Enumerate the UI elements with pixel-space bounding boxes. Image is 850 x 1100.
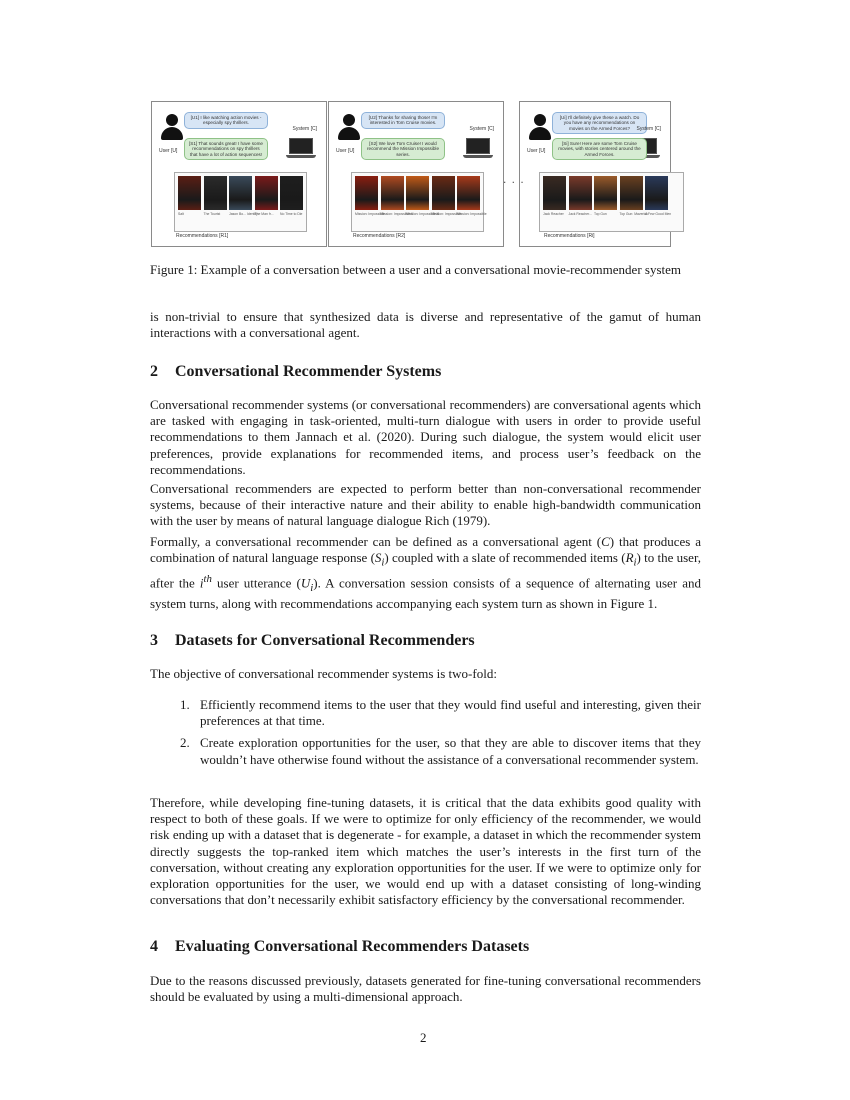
list-item: 1. Efficiently recommend items to the user that they would find useful and interesting, given their preferences at that time. [180,697,701,729]
figure-panel [328,101,504,247]
paragraph-s3-2: Therefore, while developing fine-tuning datasets, it is critical that the data exhibits good quality with respect to both of these goals. If we were to optimize for only efficiency of the recommender, we would risk ending up with a dataset that is degenerate - for example, a dataset in which the recommender system directly suggests the top-ranked item which matches the user’s interests in the first turn of the conversation, without creating any exploration opportunities for the user. If we were to optimize only for exploration opportunities for the user, we would end up with a dataset consisting of long-winding conversations that don’t necessarily exhibit satisfactory efficiency by the conversational recommender. [150,795,701,908]
movie-poster [457,176,480,210]
list-item: 2. Create exploration opportunities for the user, so that they are able to discover items that they wouldn’t have otherwise found without the assistance of a conversational recommender system. [180,735,701,767]
movie-poster [255,176,278,210]
movie-title: Jack Reacher [543,212,564,216]
ellipsis: . . . [503,172,525,186]
recommendations-label: Recommendations [Ri] [544,233,595,239]
movie-title: Jason Bo... Identity [229,212,258,216]
section-title: Conversational Recommender Systems [175,363,442,380]
movie-poster [178,176,201,210]
movie-title: No Time to Die [280,212,303,216]
system-label: System [C] [636,126,661,132]
movie-title: The Man fr... [254,212,274,216]
objectives-list [180,697,701,768]
section-number: 4 [150,938,158,955]
recommendations-label: Recommendations [R2] [353,233,406,239]
movie-poster [620,176,643,210]
movie-title: Jack Reacher... [568,212,592,216]
system-message-bubble: [S1] That sounds great! I have some recommendations on spy thrillers that have a lot of action sequences! [184,138,268,160]
movie-poster [204,176,227,210]
laptop-icon [286,138,316,160]
movie-title: The Tourist [203,212,221,216]
section-number: 2 [150,363,158,380]
paragraph-s2-2: Conversational recommenders are expected to perform better than non-conversational recommender systems, because of their interactive nature and their ability to enable high-bandwidth communication with the user by means of natural language dialogue Rich (1979). [150,481,701,529]
section-4-heading [150,938,529,956]
movie-title: Mission: Impossible [431,212,462,216]
movie-title: Mission: Impossible [355,212,385,216]
movie-title: Mission: Impossible III [406,212,440,216]
paragraph-intro: is non-trivial to ensure that synthesized data is diverse and representative of the gamut of human interactions with a conversational agent. [150,309,701,341]
movie-poster [280,176,303,210]
system-message-bubble: [S2] We love Tom Cruise! I would recommend the Mission Impossible series. [361,138,445,160]
movie-poster [432,176,455,210]
user-message-bubble: [U1] I like watching action movies - especially spy thrillers. [184,112,268,129]
movie-title: Top Gun: Maverick [619,212,648,216]
laptop-icon [463,138,493,160]
recommendations-box [539,172,684,232]
page-number: 2 [420,1030,427,1045]
figure-caption: Figure 1: Example of a conversation between a user and a conversational movie-recommender system [150,262,682,277]
system-message-bubble: [Si] Sure! Here are some Tom Cruise movies, with stories centered around the Armed Forces. [552,138,647,160]
movie-poster [594,176,617,210]
paragraph-s2-1: Conversational recommender systems (or conversational recommenders) are conversational agents which are tasked with engaging in task-oriented, multi-turn dialogue with users in order to provide useful recommendations to them Jannach et al. (2020). During such dialogue, the system would elicit user preferences, provide explanations for recommended items, and process user’s feedback on the recommendations. [150,397,701,477]
paragraph-s4-1: Due to the reasons discussed previously, datasets generated for fine-tuning conversational recommenders should be evaluated by using a multi-dimensional approach. [150,973,701,1005]
paragraph-s2-3: Formally, a conversational recommender can be defined as a conversational agent (C) that produces a combination of natural language response $(S_i)$ coupled with a slate of recommended items $(R_i)$ to the user, after the $i^{th}$ user utterance $(U_i)$. A conversation session consists of a sequence of alternating user and system turns, along with recommendations accompanying each system turn as shown in Figure 1. [150,534,702,612]
movie-poster [355,176,378,210]
movie-title: Mission: Impossible II [380,212,413,216]
user-icon [161,114,183,140]
section-title: Evaluating Conversational Recommenders Datasets [175,938,530,955]
system-label: System [C] [469,126,494,132]
user-icon [529,114,551,140]
section-3-heading [150,632,475,650]
section-2-heading [150,363,441,381]
user-label: User [U] [336,148,355,154]
figure-panel [519,101,671,247]
movie-poster [381,176,404,210]
movie-title: Mission: Impossible [457,212,487,216]
movie-poster [406,176,429,210]
section-number: 3 [150,632,158,649]
movie-poster [569,176,592,210]
movie-poster [645,176,668,210]
recommendations-label: Recommendations [R1] [176,233,229,239]
figure-panel [151,101,327,247]
movie-title: Salt [178,212,184,216]
user-message-bubble: [U2] Thanks for sharing those! I'm interested in Tom Cruise movies. [361,112,445,129]
system-label: System [C] [292,126,317,132]
movie-poster [543,176,566,210]
recommendations-box [174,172,307,232]
movie-title: Top Gun [594,212,607,216]
recommendations-box [351,172,487,232]
section-title: Datasets for Conversational Recommenders [175,632,475,649]
user-icon [338,114,360,140]
user-label: User [U] [527,148,546,154]
user-message-bubble: [Ui] I'll definitely give these a watch. Do you have any recommendations on movies on the Armed Forces? [552,112,647,134]
movie-poster [229,176,252,210]
user-label: User [U] [159,148,178,154]
paragraph-s3-1: The objective of conversational recommender systems is two-fold: [150,666,497,681]
movie-title: A Few Good Men [645,212,672,216]
